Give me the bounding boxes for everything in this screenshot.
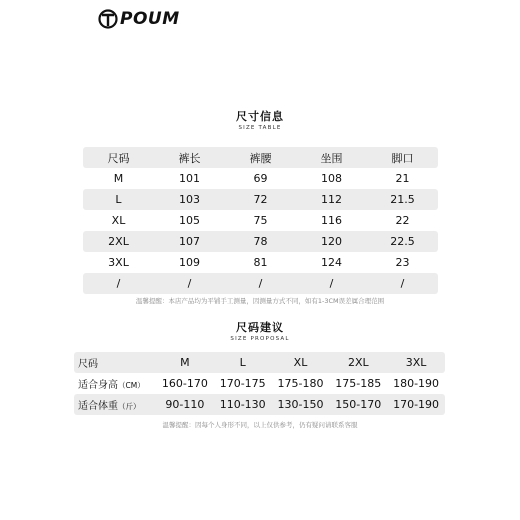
table-cell: 21	[395, 172, 410, 185]
table-cell: 124	[321, 256, 342, 269]
size-proposal-header: 3XL	[405, 356, 427, 369]
table-cell: /	[187, 277, 192, 290]
table-cell: /	[400, 277, 405, 290]
size-table-title: 尺寸信息	[236, 110, 284, 123]
size-proposal-header-row	[74, 352, 445, 373]
table-cell: /	[116, 277, 121, 290]
table-cell: 160-170	[161, 377, 208, 390]
table-row	[83, 189, 438, 210]
row-label-unit: （CM）	[118, 381, 145, 390]
table-cell: 75	[253, 214, 268, 227]
size-table-header: 脚口	[391, 151, 414, 165]
size-proposal-heading	[0, 319, 520, 342]
table-cell: 130-150	[277, 398, 324, 411]
brand-mark-icon	[98, 9, 118, 29]
row-label-text: 适合身高	[78, 380, 118, 391]
table-row	[83, 273, 438, 294]
table-cell: /	[329, 277, 334, 290]
table-cell: 81	[253, 256, 268, 269]
table-cell: M	[113, 172, 124, 185]
table-cell: 116	[321, 214, 342, 227]
table-cell: 3XL	[108, 256, 129, 269]
table-cell: 101	[179, 172, 200, 185]
size-proposal-subtitle: SIZE PROPOSAL	[230, 336, 290, 342]
table-row	[74, 373, 445, 394]
size-table-header: 裤长	[178, 151, 201, 165]
brand-name: POUM	[120, 9, 180, 29]
table-cell: 78	[253, 235, 268, 248]
row-label	[74, 376, 156, 391]
table-cell: 69	[253, 172, 268, 185]
table-cell: 72	[253, 193, 268, 206]
table-cell: 170-175	[219, 377, 266, 390]
table-cell: 107	[179, 235, 200, 248]
table-cell: 22	[395, 214, 410, 227]
size-proposal-header: L	[239, 356, 246, 369]
table-cell: 108	[321, 172, 342, 185]
table-cell: 109	[179, 256, 200, 269]
table-cell: 22.5	[390, 235, 415, 248]
size-proposal-table	[74, 352, 445, 415]
size-table-heading	[0, 108, 520, 131]
table-cell: 175-180	[277, 377, 324, 390]
table-cell: 2XL	[108, 235, 129, 248]
size-table-subtitle: SIZE TABLE	[238, 125, 282, 131]
size-table-header-row	[83, 147, 438, 168]
table-cell: 150-170	[335, 398, 382, 411]
table-cell: XL	[111, 214, 126, 227]
brand-logo	[98, 8, 180, 30]
size-proposal-note: 温馨提醒：因每个人身形不同，以上仅供参考，仍有疑问请联系客服	[162, 421, 358, 429]
table-row	[83, 231, 438, 252]
size-proposal-header: 2XL	[347, 356, 369, 369]
size-table	[83, 147, 438, 294]
table-cell: L	[115, 193, 122, 206]
table-row	[83, 252, 438, 273]
table-cell: 103	[179, 193, 200, 206]
table-cell: 112	[321, 193, 342, 206]
table-cell: 105	[179, 214, 200, 227]
size-table-header: 尺码	[107, 151, 130, 165]
table-cell: 170-190	[393, 398, 440, 411]
size-proposal-title: 尺码建议	[236, 321, 284, 334]
size-table-header: 裤腰	[249, 151, 272, 165]
table-row	[83, 168, 438, 189]
table-row	[83, 210, 438, 231]
row-label-unit: （斤）	[118, 402, 141, 411]
table-cell: 180-190	[393, 377, 440, 390]
table-cell: /	[258, 277, 263, 290]
size-proposal-header: XL	[293, 356, 308, 369]
size-proposal-header: M	[180, 356, 190, 369]
table-cell: 120	[321, 235, 342, 248]
table-cell: 90-110	[165, 398, 205, 411]
table-cell: 175-185	[335, 377, 382, 390]
size-table-header: 坐围	[320, 151, 343, 165]
row-label	[74, 397, 156, 412]
size-table-note: 温馨提醒：本店产品均为平铺手工测量，因测量方式不同，如有1-3CM误差属合理范围	[135, 297, 385, 305]
table-cell: 110-130	[219, 398, 266, 411]
table-row	[74, 394, 445, 415]
table-cell: 23	[395, 256, 410, 269]
row-label-text: 适合体重	[78, 401, 118, 412]
table-cell: 21.5	[390, 193, 415, 206]
size-proposal-header-label: 尺码	[78, 359, 98, 370]
